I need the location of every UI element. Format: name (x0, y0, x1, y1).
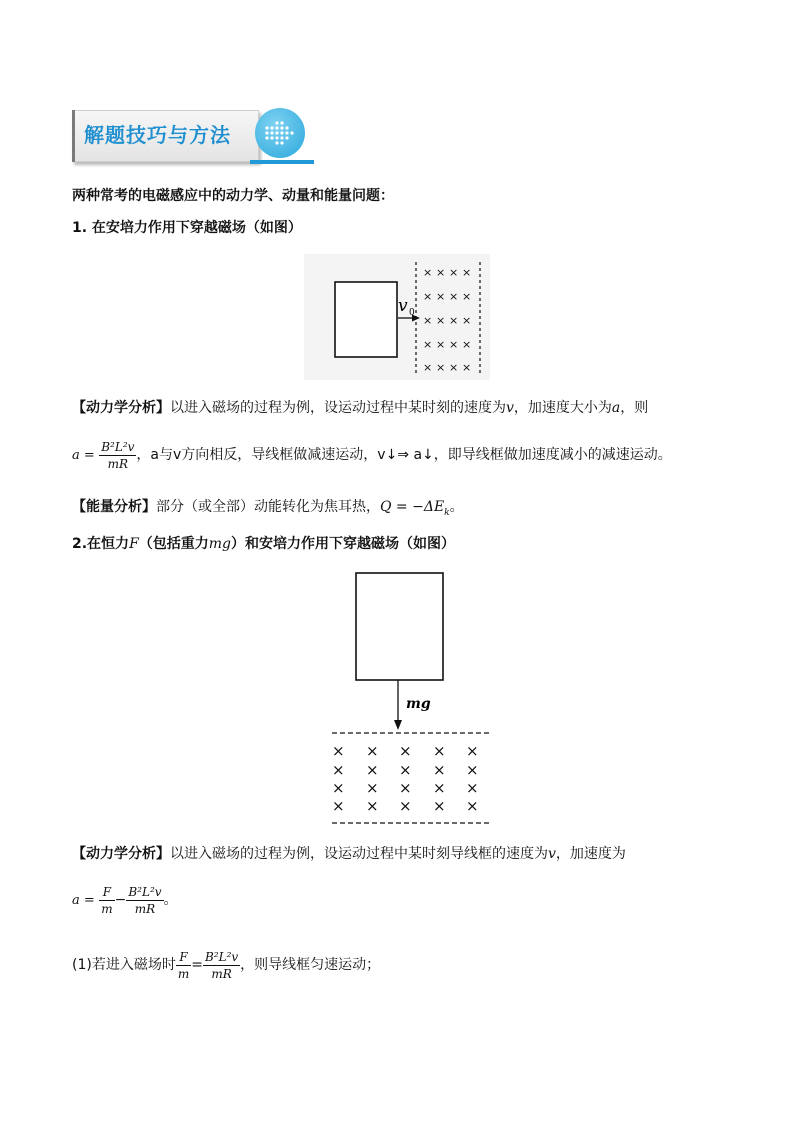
svg-text:×: × (366, 797, 379, 815)
wire-frame (335, 282, 397, 357)
svg-text:×: × (423, 314, 433, 327)
svg-text:×: × (449, 266, 459, 279)
svg-text:×: × (433, 779, 446, 797)
svg-text:×: × (462, 361, 472, 374)
fraction-b2l2v-over-mr: $\frac{\text{B²L²v}}{mR}$ (101, 439, 135, 471)
section-title: 解题技巧与方法 (84, 123, 231, 147)
banner-underline (250, 160, 314, 164)
velocity-subscript: 0 (409, 308, 415, 318)
svg-text:×: × (462, 266, 472, 279)
svg-text:×: × (423, 266, 433, 279)
svg-text:×: × (366, 779, 379, 797)
dot-grid-arrow-icon (255, 108, 305, 158)
svg-text:×: × (462, 338, 472, 351)
svg-text:×: × (436, 338, 446, 351)
wire-frame (356, 573, 443, 680)
svg-text:×: × (366, 742, 379, 760)
svg-text:×: × (366, 761, 379, 779)
svg-text:×: × (423, 338, 433, 351)
fraction-f-over-m: $\frac{F}{m}$ (177, 949, 190, 981)
svg-text:×: × (399, 761, 412, 779)
dynamics-tag: 【动力学分析】 (72, 400, 170, 416)
svg-text:×: × (462, 314, 472, 327)
svg-text:×: × (449, 290, 459, 303)
svg-text:×: × (332, 761, 345, 779)
velocity-label: v (398, 296, 408, 316)
svg-text:×: × (449, 314, 459, 327)
gravity-label: mg (406, 696, 431, 712)
svg-text:×: × (449, 338, 459, 351)
figure-frame-falling-into-field (328, 566, 494, 828)
svg-text:×: × (436, 314, 446, 327)
case2-item1-line: (1)若进入磁场时 $\frac{F}{m}$ = $\frac{\text{B²L²v}}{mR}$ ，则导线框匀速运动； (72, 949, 381, 981)
svg-text:×: × (433, 742, 446, 760)
energy-tag: 【能量分析】 (72, 499, 156, 515)
svg-text:×: × (399, 779, 412, 797)
svg-text:×: × (332, 742, 345, 760)
svg-text:×: × (449, 361, 459, 374)
case2-formula-line: a = $\frac{F}{m}$ − $\frac{\text{B²L²v}}{mR}$ 。 (72, 884, 178, 916)
svg-text:×: × (466, 797, 479, 815)
svg-text:×: × (466, 742, 479, 760)
fraction-f-over-m: $\frac{F}{m}$ (101, 884, 113, 916)
svg-text:×: × (436, 290, 446, 303)
svg-text:×: × (433, 761, 446, 779)
svg-text:×: × (436, 266, 446, 279)
case1-heading: 1. 在安培力作用下穿越磁场（如图） (72, 220, 302, 236)
case2-heading: 2.在恒力F（包括重力mg）和安培力作用下穿越磁场（如图） (72, 536, 456, 552)
case1-formula-line: a = $\frac{\text{B²L²v}}{mR}$ ，a与v方向相反，导线框做减速运动，v↓⇒ a↓，即导线框做加速度减小的减速运动。 (72, 439, 672, 471)
svg-text:×: × (423, 361, 433, 374)
svg-text:×: × (399, 742, 412, 760)
fraction-b2l2v-over-mr: $\frac{\text{B²L²v}}{mR}$ (128, 884, 162, 916)
banner-left-bar (72, 110, 75, 162)
gravity-arrowhead (394, 720, 402, 730)
svg-text:×: × (332, 797, 345, 815)
dynamics-tag: 【动力学分析】 (72, 846, 170, 862)
svg-text:×: × (433, 797, 446, 815)
magnetic-field-crosses (332, 742, 479, 815)
case1-energy-line: 【能量分析】部分（或全部）动能转化为焦耳热，$Q = -\Delta E_k$。 (72, 499, 464, 518)
svg-text:×: × (466, 779, 479, 797)
svg-text:×: × (332, 779, 345, 797)
case1-dynamics-line: 【动力学分析】以进入磁场的过程为例，设运动过程中某时刻的速度为v，加速度大小为a，则 (72, 400, 649, 416)
figure-frame-entering-field (304, 254, 490, 380)
svg-text:×: × (399, 797, 412, 815)
svg-text:×: × (436, 361, 446, 374)
fraction-b2l2v-over-mr: $\frac{\text{B²L²v}}{mR}$ (204, 949, 239, 981)
svg-text:×: × (462, 290, 472, 303)
svg-text:×: × (466, 761, 479, 779)
section-banner (72, 108, 314, 166)
case2-dynamics-line: 【动力学分析】以进入磁场的过程为例，设运动过程中某时刻导线框的速度为v，加速度为 (72, 846, 626, 862)
svg-text:×: × (423, 290, 433, 303)
intro-text: 两种常考的电磁感应中的动力学、动量和能量问题： (72, 188, 394, 204)
